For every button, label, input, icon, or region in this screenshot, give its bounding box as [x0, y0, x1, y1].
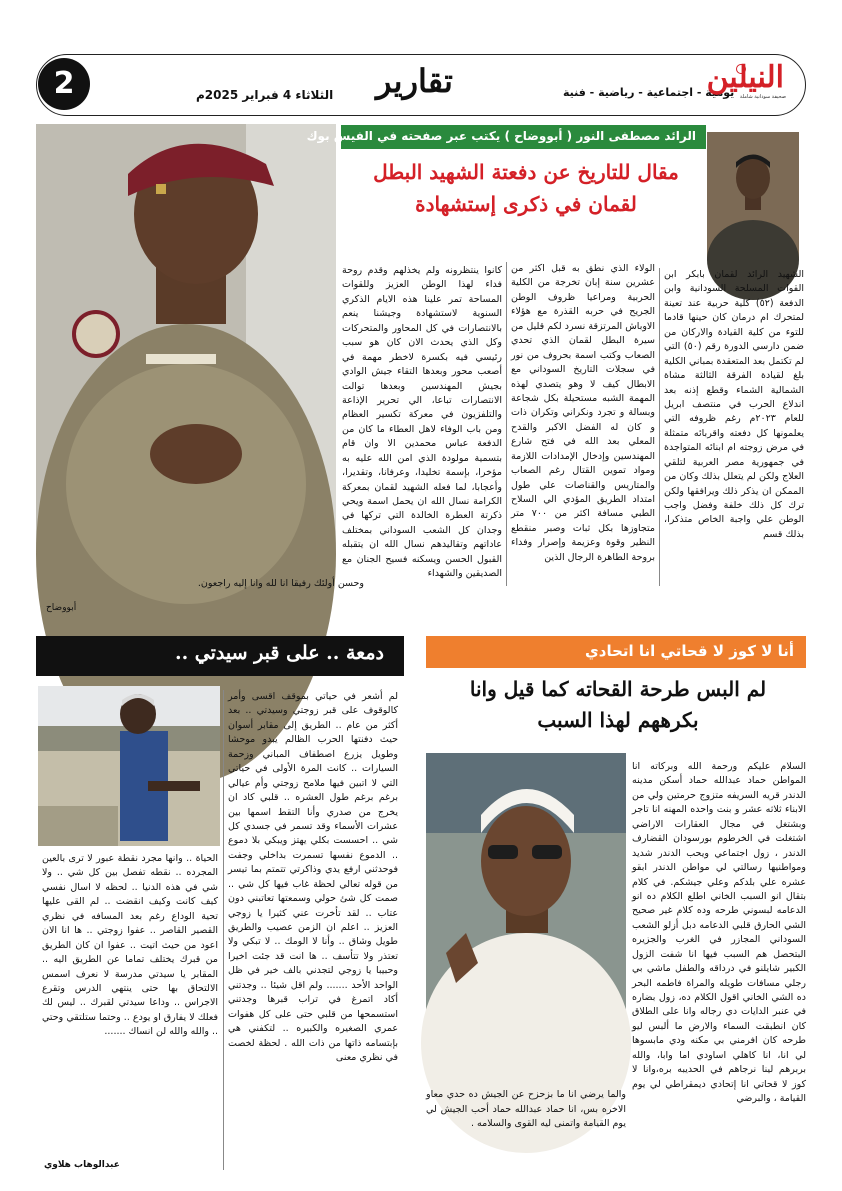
left-article-signature: عبدالوهاب هلاوي	[44, 1160, 120, 1170]
column-divider	[659, 268, 660, 586]
page-number: 2	[38, 58, 90, 110]
right-headline-line-1: لم البس طرحة القحاته كما قيل وانا	[469, 677, 767, 701]
left-article-headline: دمعة .. على قبر سيدتي ..	[36, 636, 404, 676]
tagline: يومية - اجتماعية - رياضية - فنية	[563, 86, 735, 99]
top-headline-line-1: مقال للتاريخ عن دفعتة الشهيد البطل	[373, 160, 679, 184]
top-article-headline	[352, 156, 700, 220]
logo-text: النيلين	[706, 60, 784, 95]
soldier-photo	[36, 124, 336, 552]
top-article-signature: أبووضاح	[46, 603, 77, 613]
top-article-column-1: الشهيد الرائد لقمان بابكر ابن القوات المسلحة السودانية وابن الدفعة (٥٢) كلية حربية عند تعينة لمتحرك ام درمان كان حينها قادما للتوء من كلية القيادة والاركان من ضمن دارسي الدورة رقم (٥٠) التي لم تكتمل بعد المتعقدة بمباني الكلية بلغ لقيادة الفرقة الثالثة مشاة الشمالية الشماء وقطع إذنه بعد اندلاع الحرب في منتصف ابريل للعام ٢٠٢٣م رغم ظروفه التي يعلمونها كل دفعته واقربائه متمثلة في مرض زوجته ام ابنائه المتواجدة في جمهورية مصر العربية لتلقي العلاج ولكن لم يتعلل بذلك وكان من الممكن ان يذكر ذلك ويرافقها ولكن ترك كل ذلك خلفة وفضل واجب الوطن علي واجبة الخاص متذكرا، بذلك قسم	[664, 269, 804, 540]
right-article-body: السلام عليكم ورحمة الله وبركاته انا المواطن حماد عبدالله حماد أسكن مدينه الدندر قريه السريفه متزوج حرمتين ولي من الابناء ثلاثه عشر و بنت واحده المهنه انا تاجر وبشتغل في مجال العقارات الاراضي اشتغلت في الخرطوم بورسودان القضارف الدندر ، زول اجتماعي ويحب الدندر شديد ومواطنيها رسالتي لي مواطن الدندر ابقو عشره علي بلدكم وعلي جيشكم. في كلام بتقال انو السبب الخاني اطلع الكلام ده انو الدعامه لبسوني طرحه وده كلام غير صحيح الشي الحارق قلبي الدعامه دبل أزلو الشعب السوداني المجازر في الغرب والجزيره البتحصل هم السبب فيها انا شفت الزول الكبير شايلنو في درداقه والطفل ماشي بي رجلي مسافات طويله والمراة فاطمه البحر ده الشي الخاني اقول الكلام ده، زول بضاره في عنبر الدايات دي رجاله وانا على الطلاق كان انطبقت السماء والارض ما ألبس ليو طرحه كان افرمني بي مكنه ودي مابسوها لي انا، انا كاهلي اساودي اما وابا، والله بربرهم لينا نرجاهم في الحديبه بره،وانا لا كوز لا قحاتي انا إتحادي ديمقراطي لي يوم القيامة ، والبرضي	[632, 761, 806, 1105]
top-article-column-2: الولاء الذي نطق به قبل اكثر من عشرين سنة إبان تخرجة من الكلية الحربية ومراعيا ظروف الوطن الجريح في حربه القذرة مع هؤلاء الاوباش المرتزقة نسرد لكم قليل من سيرة البطل لقمان الذي تحدي الصعاب وكتب اسمة بحروف من نور في سجلات التاريخ السوداني مع الابطال كيف لا وهو يتصدي لهذه المهمة الشبه مستحيلة بكل شجاعة وبسالة و تجرد ونكراني وتكران ذات و كان له الفضل الاكبر والقدح المعلي بعد الله في فتح شارع المهندسين وإدخال الإمدادات اللازمة ومواد تموين القتال رغم الصعاب والمتاريس والقناصات علي طول امتداد الطريق المؤدي الي السلاح الطبي مسافة اكثر من ٧٠٠ متر متجاوزها بكل ثبات وصبر منقطع النظير وقوة وعزيمة وإصرار وفداء بروحة الطاهرة الرجال الذين	[511, 263, 656, 563]
logo-subtitle: صحيفة سودانية شاملة	[739, 94, 786, 100]
section-title: تقارير	[376, 62, 453, 100]
top-article-kicker: الرائد مصطفى النور ( أبووضاح ) يكتب عبر صفحته في الفيس بوك	[341, 125, 706, 149]
newspaper-logo	[706, 60, 788, 108]
left-article-column-left: الحياة .. وانها مجرد نقطة عبور لا ترى بالعين المجرده .. نقطه تفصل بين كل شي .. ولا شي في هذه الدنيا .. لحظه لا اسال نفسي كيف كانت وكيف انقضت .. لم القى عليها تحية الوداع رغم بعد المسافه في نظري القصير القاصر .. عفوا زوجتي .. ها انا الان اعود من حيث اتيت .. عفوا ان كان الطريق من قبرك يختلف تماما عن الطريق اليه .. المقابر يا سيدتي مدرسة لا نعرف اسمس الالتحاق بها حتى ينتهي الدرس وتقرع الاجراس .. وداعا سيدتي لقبرك .. ليس لك فعلك لا يفارق او يودع .. وحتما ستلتقي وحتي .. والله والله لن انساك .......	[42, 853, 218, 1038]
right-headline-line-2: بكرههم لهذا السبب	[537, 708, 699, 732]
top-article-column-3: كانوا ينتظرونه ولم يخذلهم وقدم روحة فداء لهذا الوطن العزيز وللقوات المساحة تمر علينا هذه الايام الذكري السنوية لاستشهادة وجيشنا ينعم بالانتصارات في كل المحاور والمتحركات وكل الذي يحدث الان كان هو سبب رئيسي فيه بكسرة لاخطر مهمة في أصعب محور وبعدها التقاء جيش الوادي بجيش المهندسين وبعدها توالت الانتصارات تباعا، الي تحرير الإذاعة والتلفزيون في معركة تكسير العظام ومن باب الوفاء لاهل العطاء ما كان من الدفعة عباس محمدين الا وان قام بتسمية مولودة الذي امن الله عليه به مؤخرا، بإسمة تخليدا، وعرفانا، وتقديرا، وأعجابا، لما فعله الشهيد لقمان بمعركة الكرامة نسال الله ان يحمل اسمة ويحي ذكرتة العطرة الخالدة التي تركها في وجدان كل الشعب السوداني بمختلف عاداتهم وتقاليدهم نسال الله ان يتقبله القبول الحسن ويسكنه فسيح الجنان مع الصديقين والشهداء	[342, 265, 502, 580]
author-photo	[707, 132, 799, 260]
top-article-closing: وحسن أولئك رفيقا انا لله وانا إليه راجعون.	[197, 578, 364, 589]
column-divider	[223, 690, 224, 1170]
column-divider	[506, 262, 507, 586]
elder-photo	[426, 753, 626, 1030]
grave-photo	[38, 686, 220, 846]
top-headline-line-2: لقمان في ذكرى إستشهادة	[415, 192, 637, 216]
left-article-column-right: لم أشعر في حياتي بموقف اقسى وأمر كالوقوف على قبر زوجتي وسيدتي .. بعد أكثر من عام .. الطريق إلى مقابر أسوان حيث دفنتها الحرب الظالم يبدو موحشا وطويل يزرع اصطفاف المباني وزحمة السيارات .. كانت المرة الأولى في حياتي التي لا اتبين فيها ملامح زوجتي وأم عيالي برغم برغم طول العشره .. قلبي كاد ان يخرج من صدري وأنا التقط اسمها بين عشرات الأسماء وقد تسمر في جسدي كل شي .. احسست بكلي يهتز ويبكي بلا دموع .. الدموع نفسها تسمرت بداخلي وجفت فوحدثني ارفع يدي وذاكرتي تتمتم بما تيسر من قوله تعالي لحظة غاب فيها كل شي .. صمت كل شئ حولي وسمعتها تعاتبني دون عتاب .. لقد تأخرت عني كثيرا يا زوجي العزيز .. اعلم ان الزمن عصيب والطريق طويل وشاق .. وأنا لا الومك .. لا تبكي ولا تعتذر ولا تتأسف .. ها انت قد جئت اخيرا وحبيبا يا زوجي لتجدني بالف خير في ظل الواحد الأحد ....... ولم اقل شيئا .. وجدتني أكاد اتمرغ في تراب قبرها وجدتني استسمحها من قلبي حتى على كل هفوات عمري الصغيره والكبيره .. لتكفني هي بإبتسامه ذاتها من ذات الله . لحظة لخصت في نظري معنى	[228, 691, 398, 1063]
right-article-photo-caption: والما يرضي انا ما بزحزح عن الجيش ده حدي معاو الاخره بس، انا حماد عبدالله حماد أحب الجيش لي يوم القيامة واتمنى ليه القوى والسلامه .	[426, 1089, 626, 1130]
right-article-kicker: أنا لا كوز لا قحاتي انا اتحادي	[426, 636, 806, 668]
issue-date: الثلاثاء 4 فبراير 2025م	[196, 88, 334, 102]
right-article-headline	[430, 674, 806, 736]
